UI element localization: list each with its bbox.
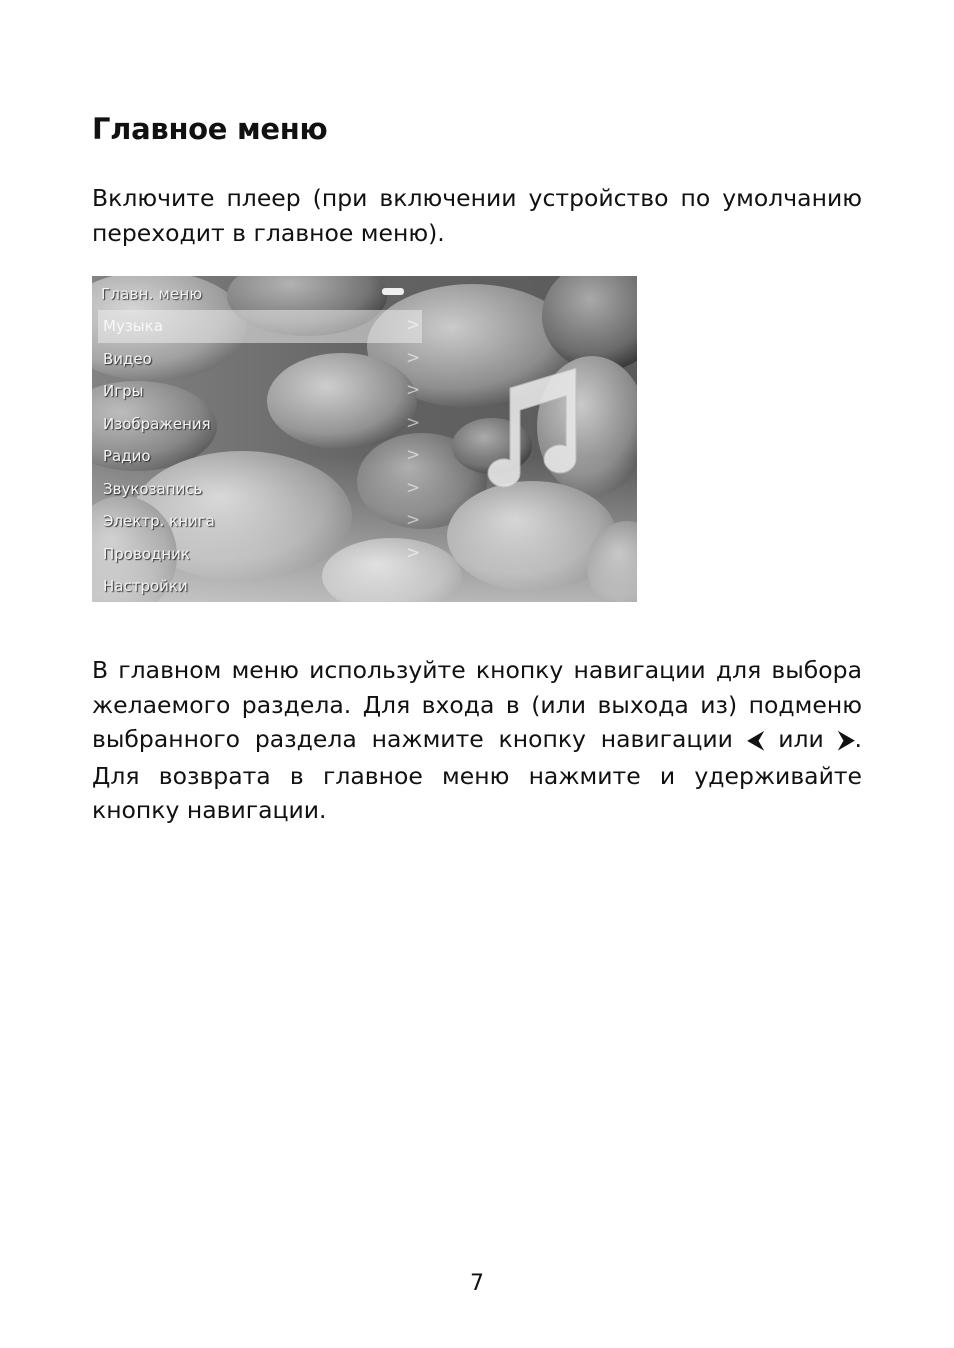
battery-icon xyxy=(382,288,404,295)
menu-item-images[interactable] xyxy=(92,408,427,441)
navigation-text-part1: В главном меню используйте кнопку навигации для выбора желаемого раздела. Для входа в (или выхода из) подменю выбранного раздела нажмите кнопку навигации xyxy=(92,656,862,753)
chevron-right-icon: > xyxy=(406,412,421,433)
menu-item-settings[interactable] xyxy=(92,570,427,602)
chevron-right-icon: > xyxy=(406,315,421,335)
menu-item-explorer[interactable] xyxy=(92,538,427,571)
right-arrow-icon: ⮞ xyxy=(838,728,855,753)
chevron-right-icon: > xyxy=(406,347,421,368)
menu-item-label: Игры xyxy=(103,382,144,400)
menu-item-label: Музыка xyxy=(103,317,163,335)
menu-item-label: Проводник xyxy=(103,544,190,563)
menu-item-video[interactable] xyxy=(92,343,427,376)
chevron-right-icon: > xyxy=(406,542,421,563)
chevron-right-icon: > xyxy=(406,477,421,498)
menu-list xyxy=(92,310,427,602)
menu-item-label: Видео xyxy=(103,349,152,368)
chevron-right-icon: > xyxy=(406,510,421,530)
menu-item-ebook[interactable] xyxy=(92,505,427,538)
menu-item-label: Настройки xyxy=(103,577,188,595)
or-word: или xyxy=(763,725,839,753)
navigation-text-part2: . Для возврата в главное меню нажмите и удерживайте кнопку навигации. xyxy=(92,725,862,824)
chevron-right-icon: > xyxy=(406,445,421,465)
menu-item-games[interactable] xyxy=(92,375,427,408)
page-number: 7 xyxy=(470,1271,484,1296)
menu-item-music[interactable] xyxy=(98,310,422,343)
intro-paragraph: Включите плеер (при включении устройство по умолчанию переходит в главное меню). xyxy=(92,184,862,247)
menu-item-radio[interactable] xyxy=(92,440,427,473)
menu-title: Главн. меню xyxy=(101,285,203,303)
left-arrow-icon: ⮜ xyxy=(747,728,764,753)
menu-item-label: Электр. книга xyxy=(103,512,215,530)
navigation-paragraph xyxy=(92,653,862,828)
menu-item-label: Изображения xyxy=(103,414,211,433)
menu-item-recording[interactable] xyxy=(92,473,427,506)
page-heading: Главное меню xyxy=(92,112,328,146)
menu-item-label: Звукозапись xyxy=(103,479,203,498)
chevron-right-icon: > xyxy=(406,380,421,400)
menu-item-label: Радио xyxy=(103,447,151,465)
main-menu-screenshot xyxy=(92,276,637,602)
